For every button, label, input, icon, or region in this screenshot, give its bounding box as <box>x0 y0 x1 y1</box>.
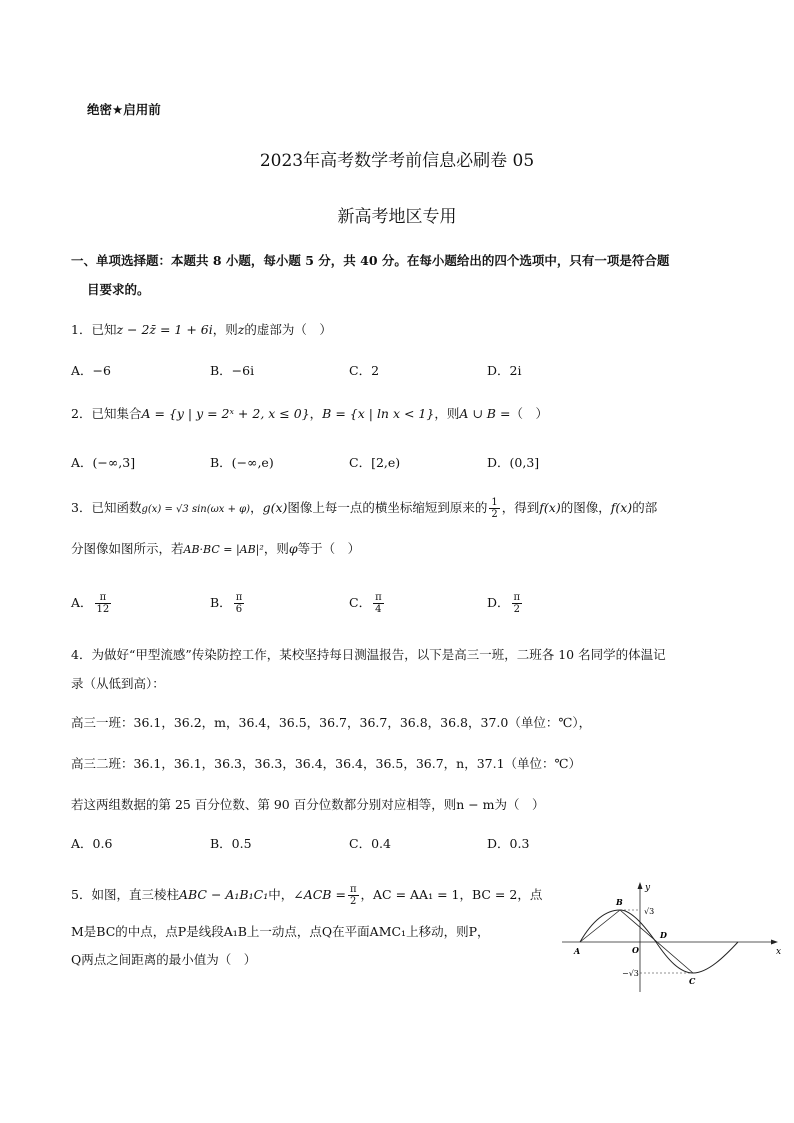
question-5-stem-line2: M是BC的中点，点P是线段A₁B上一动点，点Q在平面AMC₁上移动，则P， <box>71 924 490 939</box>
section-heading-line1: 一、单项选择题：本题共 8 小题，每小题 5 分，共 40 分。在每小题给出的四个选项中，只有一项是符合题 <box>71 253 670 268</box>
q3-option-c: C． $\frac{\pi}{4}$ <box>349 592 382 615</box>
q2-option-d: D．(0,3] <box>487 455 540 470</box>
y-axis-arrow <box>638 882 643 889</box>
q2-option-a: A．(−∞,3] <box>71 455 136 470</box>
segment-bc <box>620 910 693 973</box>
segment-ab <box>580 910 620 942</box>
question-2-stem: 2．已知集合A = {y | y = 2ˣ + 2, x ≤ 0}，B = {x | ln x < 1}，则A ∪ B =（ ） <box>71 406 548 421</box>
exam-title: 2023年高考数学考前信息必刷卷 05 <box>259 151 535 171</box>
q4-class1-data: 高三一班：36.1，36.2，m，36.4，36.5，36.7，36.7，36.8，36.8，37.0（单位：℃）， <box>71 715 592 730</box>
question-3-stem-line1: 3．已知函数g(x) = √3 sin(ωx + φ)，g(x)图像上每一点的横坐标缩短到原来的 $\frac{1}{2}$ ，得到f(x)的图像，f(x)的部 <box>71 497 658 520</box>
q1-option-d: D．2i <box>487 363 522 378</box>
sine-curve <box>580 910 738 973</box>
label-sqrt3: √3 <box>644 907 655 916</box>
q3-fraction-half: $\frac{1}{2}$ <box>491 497 498 520</box>
q1-option-b: B．−6i <box>210 363 255 378</box>
label-b: B <box>616 897 623 907</box>
confidential-mark: 绝密★启用前 <box>87 102 161 117</box>
q2-set-a: A = {y | y = 2ˣ + 2, x ≤ 0} <box>141 406 310 421</box>
q2-option-b: B．(−∞,e) <box>210 455 274 470</box>
q3-option-d: D． $\frac{\pi}{2}$ <box>487 592 521 615</box>
q3-option-b: B． $\frac{\pi}{6}$ <box>210 592 243 615</box>
q3-vector-equation: AB·BC = |AB|² <box>183 543 264 556</box>
q4-class2-data: 高三二班：36.1，36.1，36.3，36.3，36.4，36.4，36.5，36.7，n，37.1（单位：℃） <box>71 756 582 771</box>
question-4-stem-line2: 录（从低到高）： <box>71 676 165 691</box>
sine-graph-figure <box>560 878 786 996</box>
q3-option-a: A． $\frac{\pi}{12}$ <box>71 592 110 615</box>
label-c: C <box>689 976 696 986</box>
q1-option-a: A．−6 <box>71 363 111 378</box>
q2-option-c: C．[2,e) <box>349 455 401 470</box>
question-3-stem-line2: 分图像如图所示，若AB·BC = |AB|²，则φ等于（ ） <box>71 541 361 556</box>
q2-set-b: B = {x | ln x < 1} <box>322 406 435 421</box>
question-1-stem: 1．已知z − 2z̄ = 1 + 6i，则z的虚部为（ ） <box>71 322 332 337</box>
q4-option-b: B．0.5 <box>210 836 252 851</box>
q4-question: 若这两组数据的第 25 百分位数、第 90 百分位数都分别对应相等，则n − m为（ ） <box>71 797 545 812</box>
q4-option-a: A．0.6 <box>71 836 113 851</box>
question-5-stem-line3: Q两点之间距离的最小值为（ ） <box>71 952 257 967</box>
exam-subtitle: 新高考地区专用 <box>337 207 457 227</box>
q1-option-c: C．2 <box>349 363 380 378</box>
question-4-stem-line1: 4．为做好“甲型流感”传染防控工作，某校坚持每日测温报告，以下是高三一班，二班各 10 名同学的体温记 <box>71 647 666 662</box>
label-a: A <box>574 946 581 956</box>
q1-equation: z − 2z̄ = 1 + 6i <box>116 322 213 337</box>
label-y: y <box>645 883 651 893</box>
label-origin: O <box>632 945 639 955</box>
question-5-stem-line1: 5．如图，直三棱柱ABC − A₁B₁C₁中，∠ACB = $\frac{\pi}{2}$ ，AC = AA₁ = 1，BC = 2，点 <box>71 884 543 907</box>
q4-option-d: D．0.3 <box>487 836 530 851</box>
q4-option-c: C．0.4 <box>349 836 391 851</box>
x-axis-arrow <box>771 940 778 945</box>
label-d: D <box>660 930 667 940</box>
q3-function: g(x) = √3 sin(ωx + φ) <box>141 504 251 515</box>
label-neg-sqrt3: −√3 <box>622 969 639 978</box>
section-heading-line2: 目要求的。 <box>87 282 150 297</box>
label-x: x <box>776 947 782 957</box>
